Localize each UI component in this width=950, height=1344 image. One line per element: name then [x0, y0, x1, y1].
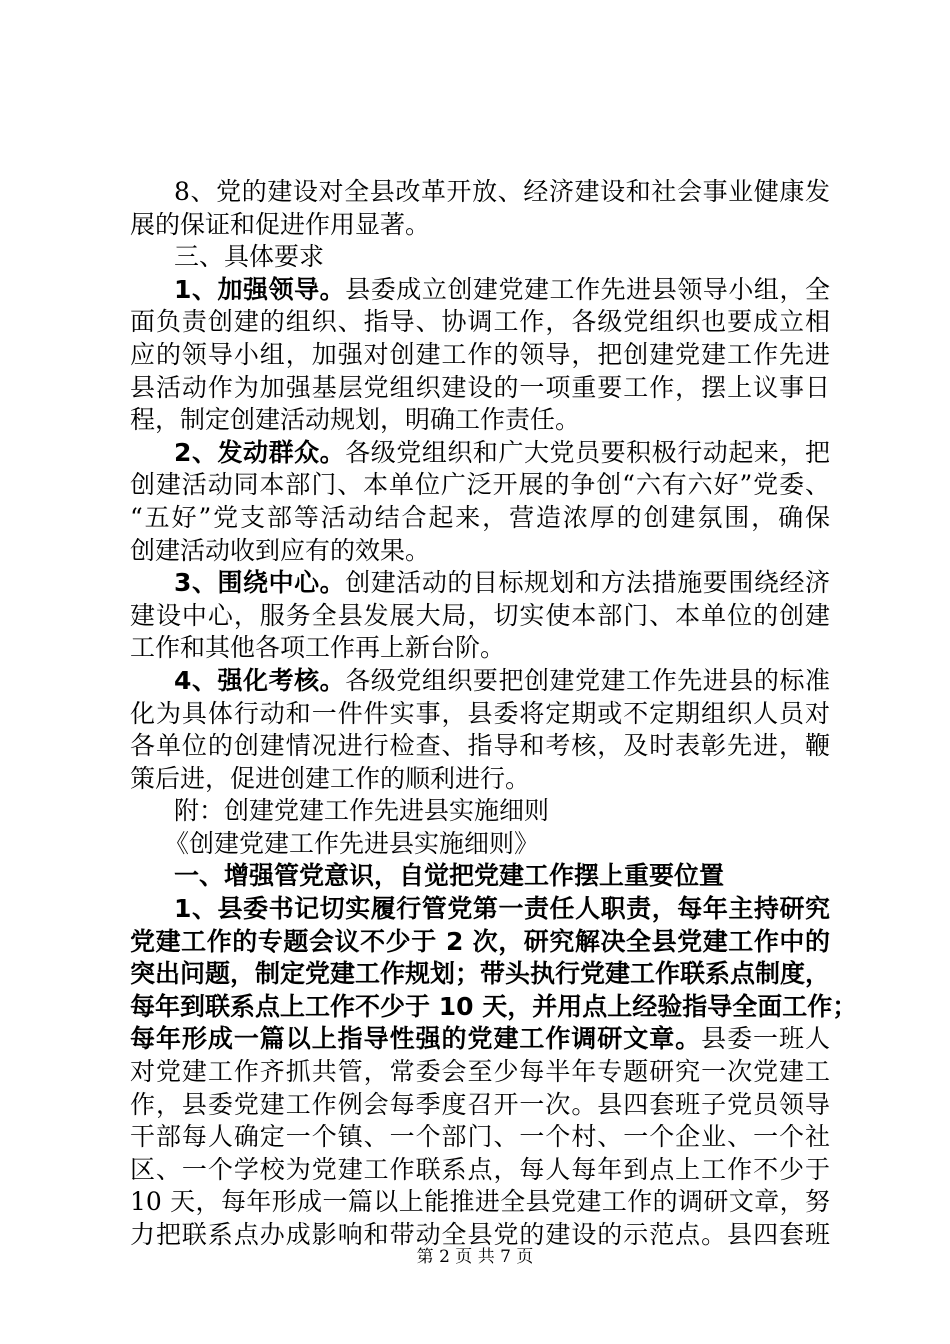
- paragraph-line: 策后进，促进创建工作的顺利进行。: [130, 763, 531, 793]
- paragraph-line: 程，制定创建活动规划，明确工作责任。: [130, 405, 581, 435]
- item-heading: 2、发动群众。: [174, 437, 346, 467]
- appendix-label: 附：创建党建工作先进县实施细则: [174, 796, 550, 826]
- paragraph-line: [130, 567, 830, 600]
- paragraph-text: 县委一班人: [701, 1024, 830, 1054]
- item-heading: 1、加强领导。: [174, 274, 346, 304]
- paragraph-line: 区、一个学校为党建工作联系点，每人每年到点上工作不少于: [130, 1154, 830, 1184]
- paragraph-text-bold: 每年形成一篇以上指导性强的党建工作调研文章。: [130, 1024, 702, 1054]
- page-footer: 第 2 页 共 7 页: [416, 1247, 534, 1267]
- section-heading: 三、具体要求: [174, 242, 325, 272]
- paragraph-text: 创建活动的目标规划和方法措施要围绕经济: [345, 568, 830, 598]
- paragraph-line: 10 天，每年形成一篇以上能推进全县党建工作的调研文章，努: [130, 1187, 830, 1217]
- paragraph-line: 作，县委党建工作例会每季度召开一次。县四套班子党员领导: [130, 1089, 830, 1119]
- appendix-title: 《创建党建工作先进县实施细则》: [164, 828, 540, 858]
- paragraph-line: 1、县委书记切实履行管党第一责任人职责，每年主持研究: [174, 894, 830, 924]
- paragraph-line: 工作和其他各项工作再上新台阶。: [130, 633, 506, 663]
- item-heading: 3、围绕中心。: [174, 568, 346, 598]
- paragraph-line: 创建活动同本部门、本单位广泛开展的争创“六有六好”党委、: [130, 470, 830, 500]
- paragraph-line: 县活动作为加强基层党组织建设的一项重要工作，摆上议事日: [130, 372, 830, 402]
- paragraph-line: 化为具体行动和一件件实事，县委将定期或不定期组织人员对: [130, 698, 830, 728]
- paragraph-line: 创建活动收到应有的效果。: [130, 535, 431, 565]
- paragraph-line: 对党建工作齐抓共管，常委会至少每半年专题研究一次党建工: [130, 1057, 830, 1087]
- paragraph-line: “五好”党支部等活动结合起来，营造浓厚的创建氛围，确保: [130, 502, 830, 532]
- paragraph-line: [130, 665, 830, 698]
- paragraph-line: 建设中心，服务全县发展大局，切实使本部门、本单位的创建: [130, 600, 830, 630]
- paragraph-line: 每年到联系点上工作不少于 10 天，并用点上经验指导全面工作；: [130, 991, 858, 1021]
- paragraph-line: 应的领导小组，加强对创建工作的领导，把创建党建工作先进: [130, 339, 830, 369]
- paragraph-line: 突出问题，制定党建工作规划；带头执行党建工作联系点制度，: [130, 959, 831, 989]
- paragraph-line: 展的保证和促进作用显著。: [130, 209, 431, 239]
- paragraph-line: 各单位的创建情况进行检查、指导和考核，及时表彰先进，鞭: [130, 731, 830, 761]
- section-heading: 一、增强管党意识，自觉把党建工作摆上重要位置: [174, 861, 725, 891]
- paragraph-text: 各级党组织要把创建党建工作先进县的标准: [345, 665, 830, 695]
- paragraph-line: [130, 1023, 830, 1056]
- paragraph-line: 党建工作的专题会议不少于 2 次，研究解决全县党建工作中的: [130, 926, 830, 956]
- paragraph-text: 县委成立创建党建工作先进县领导小组，全: [345, 274, 830, 304]
- paragraph-line: 8、党的建设对全县改革开放、经济建设和社会事业健康发: [174, 177, 830, 206]
- paragraph-text: 各级党组织和广大党员要积极行动起来，把: [345, 437, 830, 467]
- paragraph-line: 力把联系点办成影响和带动全县党的建设的示范点。县四套班: [130, 1220, 830, 1249]
- paragraph-line: [130, 437, 830, 470]
- item-heading: 4、强化考核。: [174, 665, 346, 695]
- document-body: [130, 176, 858, 1252]
- paragraph-line: [130, 274, 830, 307]
- paragraph-line: 面负责创建的组织、指导、协调工作，各级党组织也要成立相: [130, 307, 830, 337]
- paragraph-line: 干部每人确定一个镇、一个部门、一个村、一个企业、一个社: [130, 1122, 830, 1152]
